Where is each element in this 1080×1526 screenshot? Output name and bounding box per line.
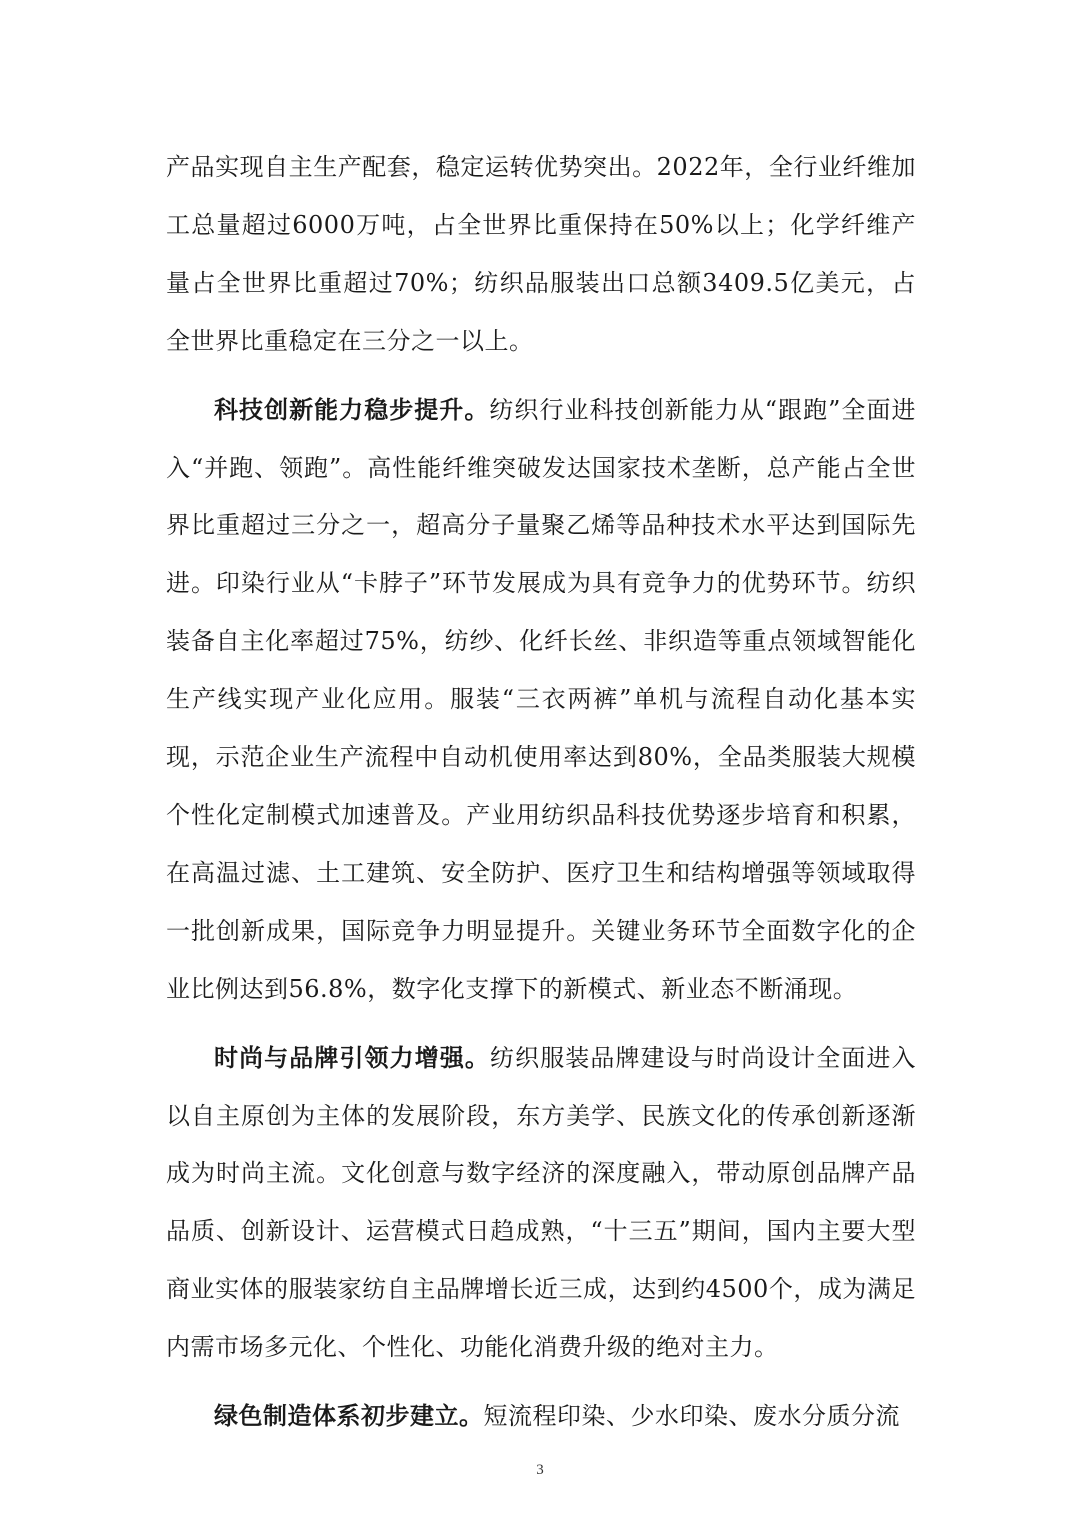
page-number: 3	[536, 1462, 544, 1478]
paragraph-3-text: 纺织服装品牌建设与时尚设计全面进入以自主原创为主体的发展阶段，东方美学、民族文化的传承创新逐渐成为时尚主流。文化创意与数字经济的深度融入，带动原创品牌产品品质、创新设计、运营模式日趋成熟，“十三五”期间，国内主要大型商业实体的服装家纺自主品牌增长近三成，达到约4500个，成为满足内需市场多元化、个性化、功能化消费升级的绝对主力。	[166, 1043, 917, 1362]
paragraph-4-text: 短流程印染、少水印染、废水分质分流	[483, 1402, 900, 1431]
paragraph-2-text: 纺织行业科技创新能力从“跟跑”全面进入“并跑、领跑”。高性能纤维突破发达国家技术垄断，总产能占全世界比重超过三分之一，超高分子量聚乙烯等品种技术水平达到国际先进。印染行业从“卡脖子”环节发展成为具有竞争力的优势环节。纺织装备自主化率超过75%，纺纱、化纤长丝、非织造等重点领域智能化生产线实现产业化应用。服装“三衣两裤”单机与流程自动化基本实现，示范企业生产流程中自动机使用率达到80%，全品类服装大规模个性化定制模式加速普及。产业用纺织品科技优势逐步培育和积累，在高温过滤、土工建筑、安全防护、医疗卫生和结构增强等领域取得一批创新成果，国际竞争力明显提升。关键业务环节全面数字化的企业比例达到56.8%，数字化支撑下的新模式、新业态不断涌现。	[166, 395, 916, 1003]
paragraph-3	[166, 1029, 916, 1377]
paragraph-2-lead: 科技创新能力稳步提升。	[214, 394, 490, 424]
paragraph-3-lead: 时尚与品牌引领力增强。	[214, 1042, 491, 1072]
paragraph-4	[166, 1387, 916, 1446]
paragraph-2	[166, 381, 916, 1019]
paragraph-1	[166, 138, 916, 371]
body-text	[166, 138, 916, 1456]
paragraph-4-lead: 绿色制造体系初步建立。	[214, 1401, 484, 1431]
paragraph-1-text: 产品实现自主生产配套，稳定运转优势突出。2022年，全行业纤维加工总量超过6000万吨，占全世界比重保持在50%以上；化学纤维产量占全世界比重超过70%；纺织品服装出口总额3409.5亿美元，占全世界比重稳定在三分之一以上。	[166, 153, 916, 355]
